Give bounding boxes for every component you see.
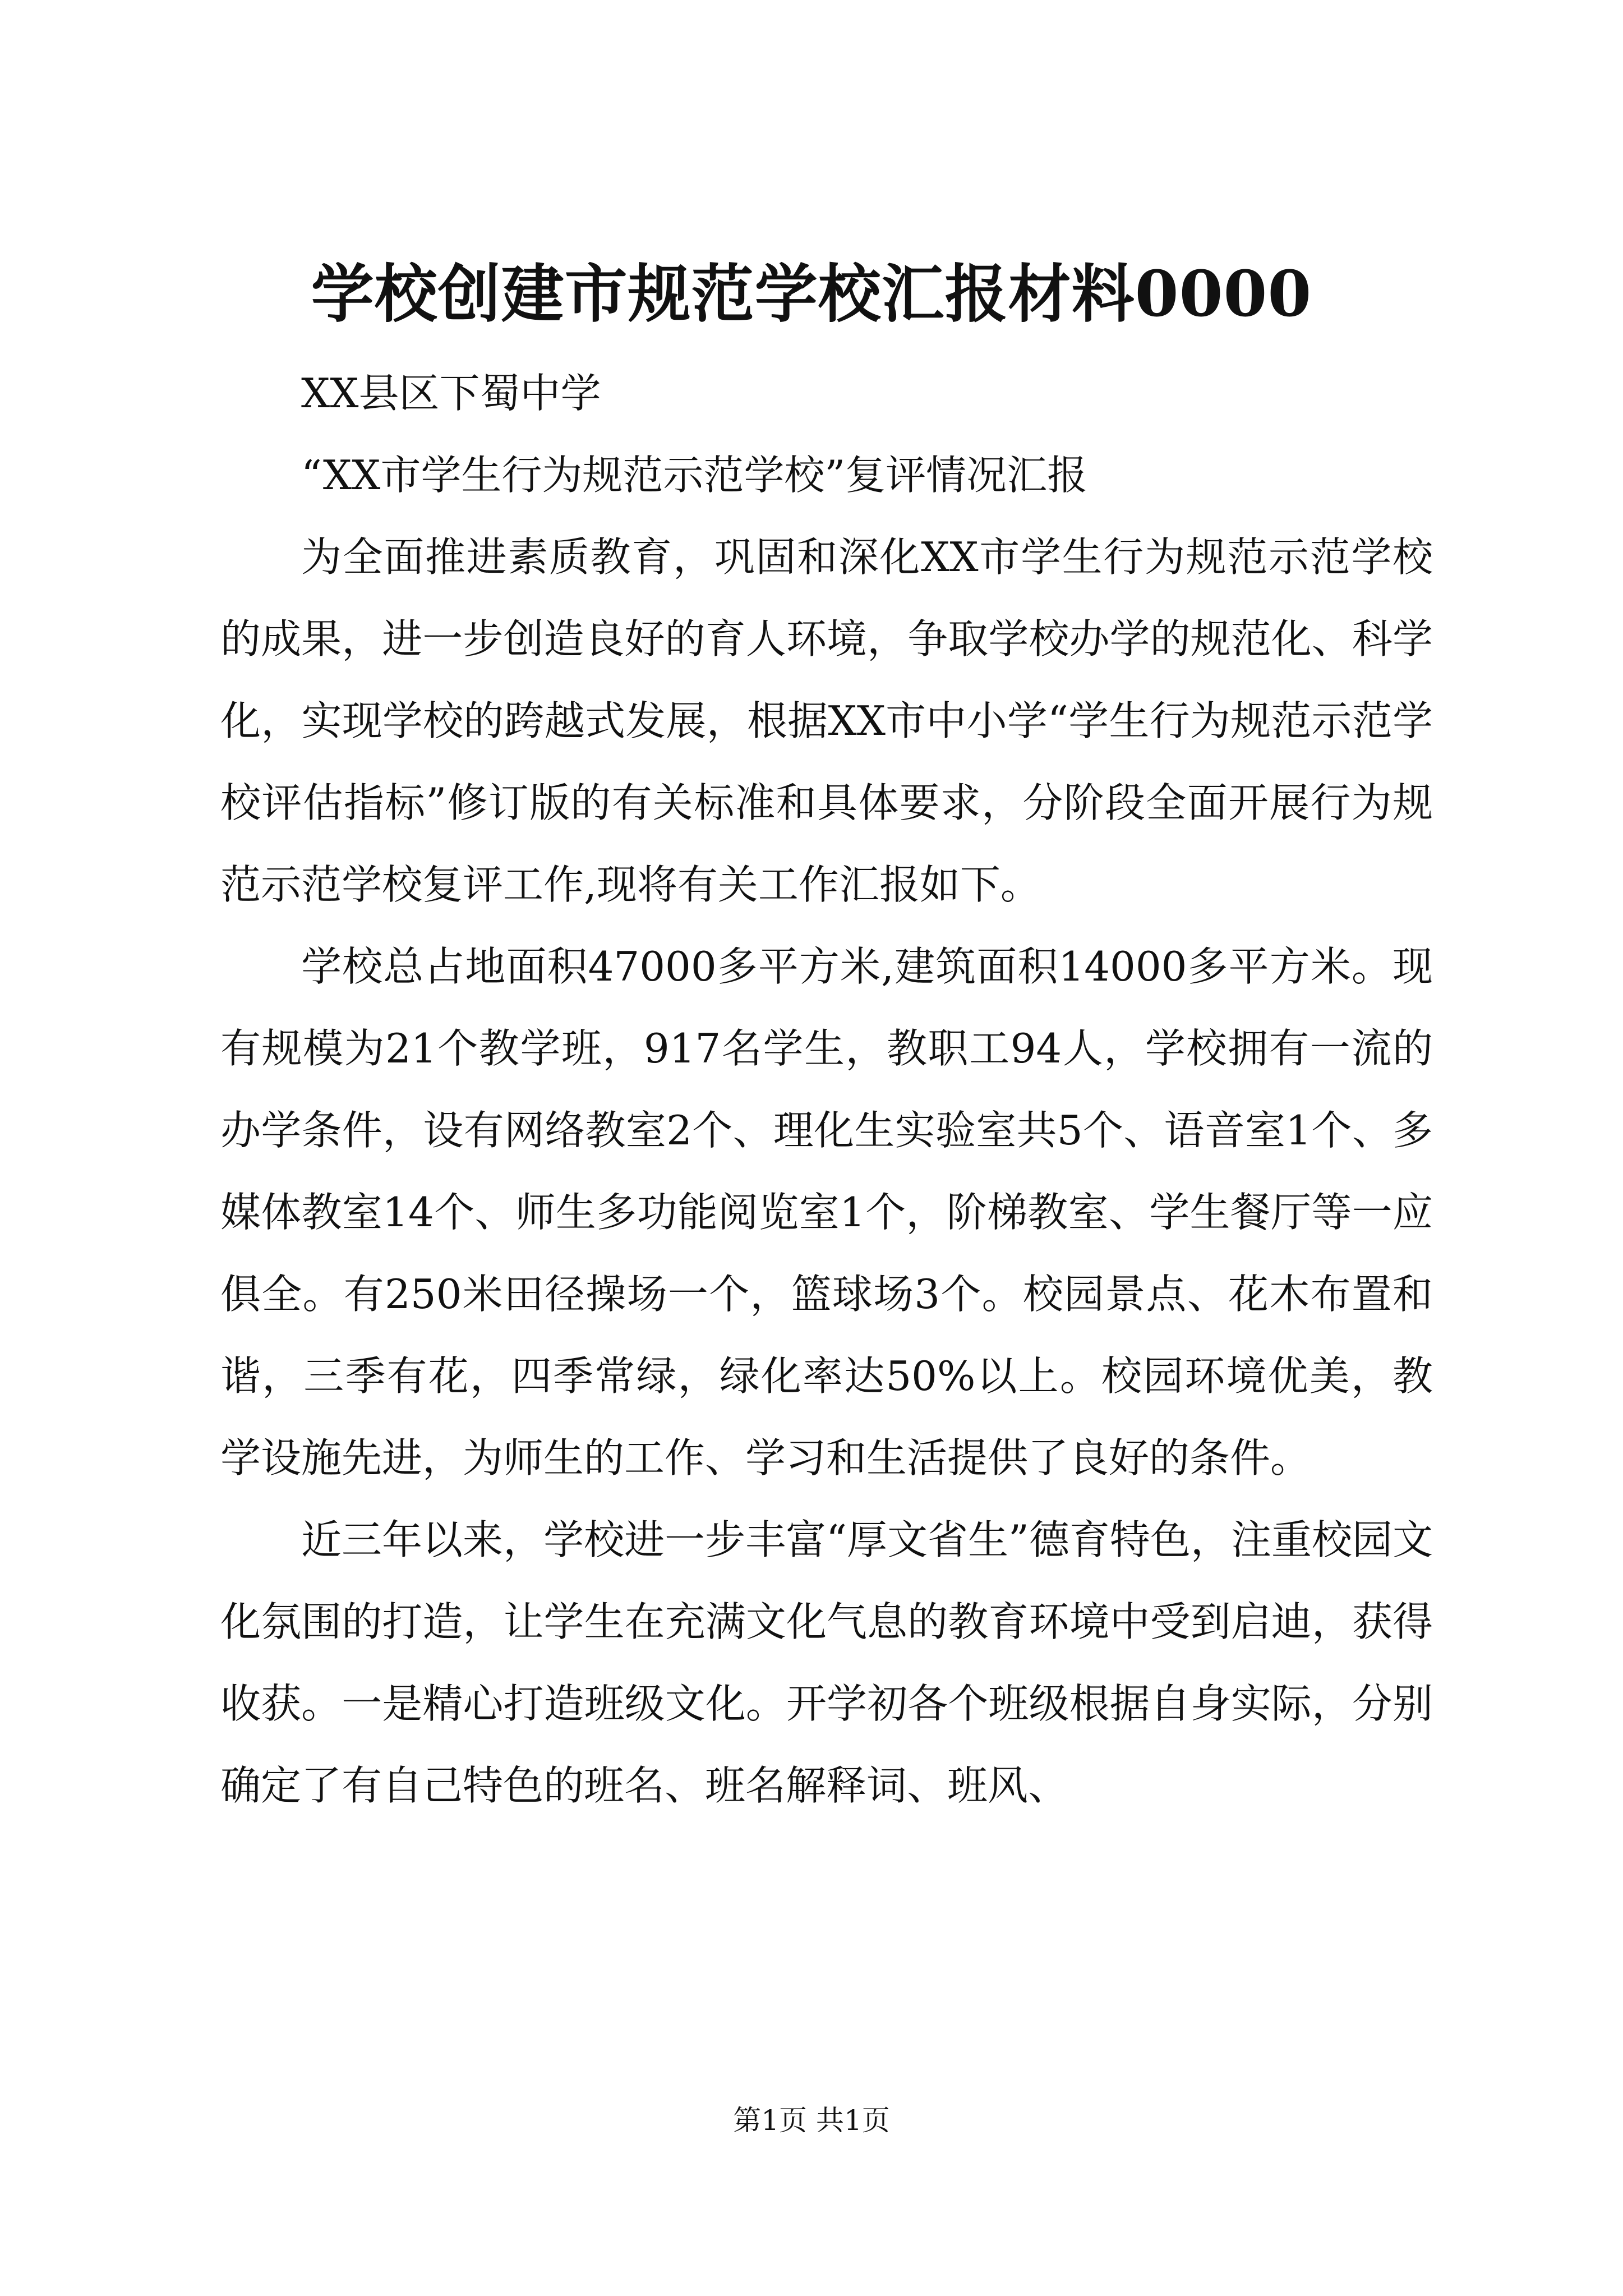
school-name: XX县区下蜀中学 (301, 370, 601, 417)
page-number: 第1页 共1页 (733, 2104, 890, 2137)
paragraph-intro: 为全面推进素质教育，巩固和深化XX市学生行为规范示范学校的成果，进一步创造良好的育人环境，争取学校办学的规范化、科学化，实现学校的跨越式发展，根据XX市中小学“学生行为规范示范学校评估指标”修订版的有关标准和具体要求，分阶段全面开展行为规范示范学校复评工作,现将有关工作汇报如下。 (220, 533, 1433, 908)
report-subtitle: “XX市学生行为规范示范学校”复评情况汇报 (301, 452, 1088, 499)
document-body (220, 352, 1433, 1826)
paragraph-culture: 近三年以来，学校进一步丰富“厚文省生”德育特色，注重校园文化氛围的打造，让学生在充满文化气息的教育环境中受到启迪，获得收获。一是精心打造班级文化。开学初各个班级根据自身实际，分别确定了有自己特色的班名、班名解释词、班风、 (220, 1516, 1433, 1809)
paragraph-facilities: 学校总占地面积47000多平方米,建筑面积14000多平方米。现有规模为21个教学班，917名学生，教职工94人，学校拥有一流的办学条件，设有网络教室2个、理化生实验室共5个、语音室1个、多媒体教室14个、师生多功能阅览室1个，阶梯教室、学生餐厅等一应俱全。有250米田径操场一个，篮球场3个。校园景点、花木布置和谐，三季有花，四季常绿，绿化率达50%以上。校园环境优美，教学设施先进，为师生的工作、学习和生活提供了良好的条件。 (220, 943, 1433, 1481)
document-title: 学校创建市规范学校汇报材料0000 (311, 257, 1312, 331)
